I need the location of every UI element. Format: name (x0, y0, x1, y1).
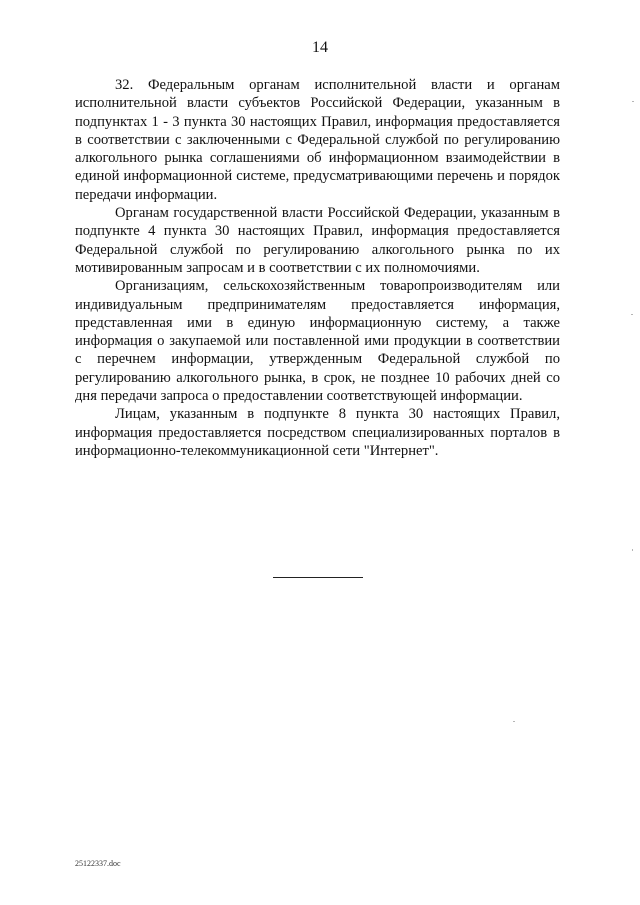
document-body (75, 76, 560, 460)
paragraph-32: 32. Федеральным органам исполнительной власти и органам исполнительной власти субъектов Российской Федерации, указанным в подпунктах 1 - 3 пункта 30 настоящих Правил, информация предоставляется в соответствии с заключенными с Федеральной службой по регулированию алкогольного рынка соглашениями об информационном взаимодействии в единой информационной системе, предусматривающими перечень и порядок передачи информации. (75, 77, 560, 203)
document-file-code: 25122337.doc (75, 859, 121, 868)
scan-speck (513, 721, 515, 722)
paragraph-persons: Лицам, указанным в подпункте 8 пункта 30 настоящих Правил, информация предоставляется посредством специализированных порталов в информационно-телекоммуникационной сети "Интернет". (75, 406, 560, 459)
paragraph-organizations: Организациям, сельскохозяйственным товаропроизводителям или индивидуальным предпринимателям предоставляется информация, представленная ими в единую информационную систему, а также информация о закупаемой или поставленной ими продукции в соответствии с перечнем информации, утвержденным Федеральной службой по регулированию алкогольного рынка, в срок, не позднее 10 рабочих дней со дня передачи запроса о предоставлении соответствующей информации. (75, 278, 560, 405)
scan-speck (632, 549, 633, 551)
page-number: 14 (312, 39, 328, 56)
scan-speck (632, 101, 634, 102)
scan-speck (631, 314, 633, 315)
paragraph-state-authorities: Органам государственной власти Российской Федерации, указанным в подпункте 4 пункта 30 настоящих Правил, информация предоставляется Федеральной службой по регулированию алкогольного рынка по их мотивированным запросам и в соответствии с их полномочиями. (75, 205, 560, 276)
end-separator-line (273, 577, 363, 578)
